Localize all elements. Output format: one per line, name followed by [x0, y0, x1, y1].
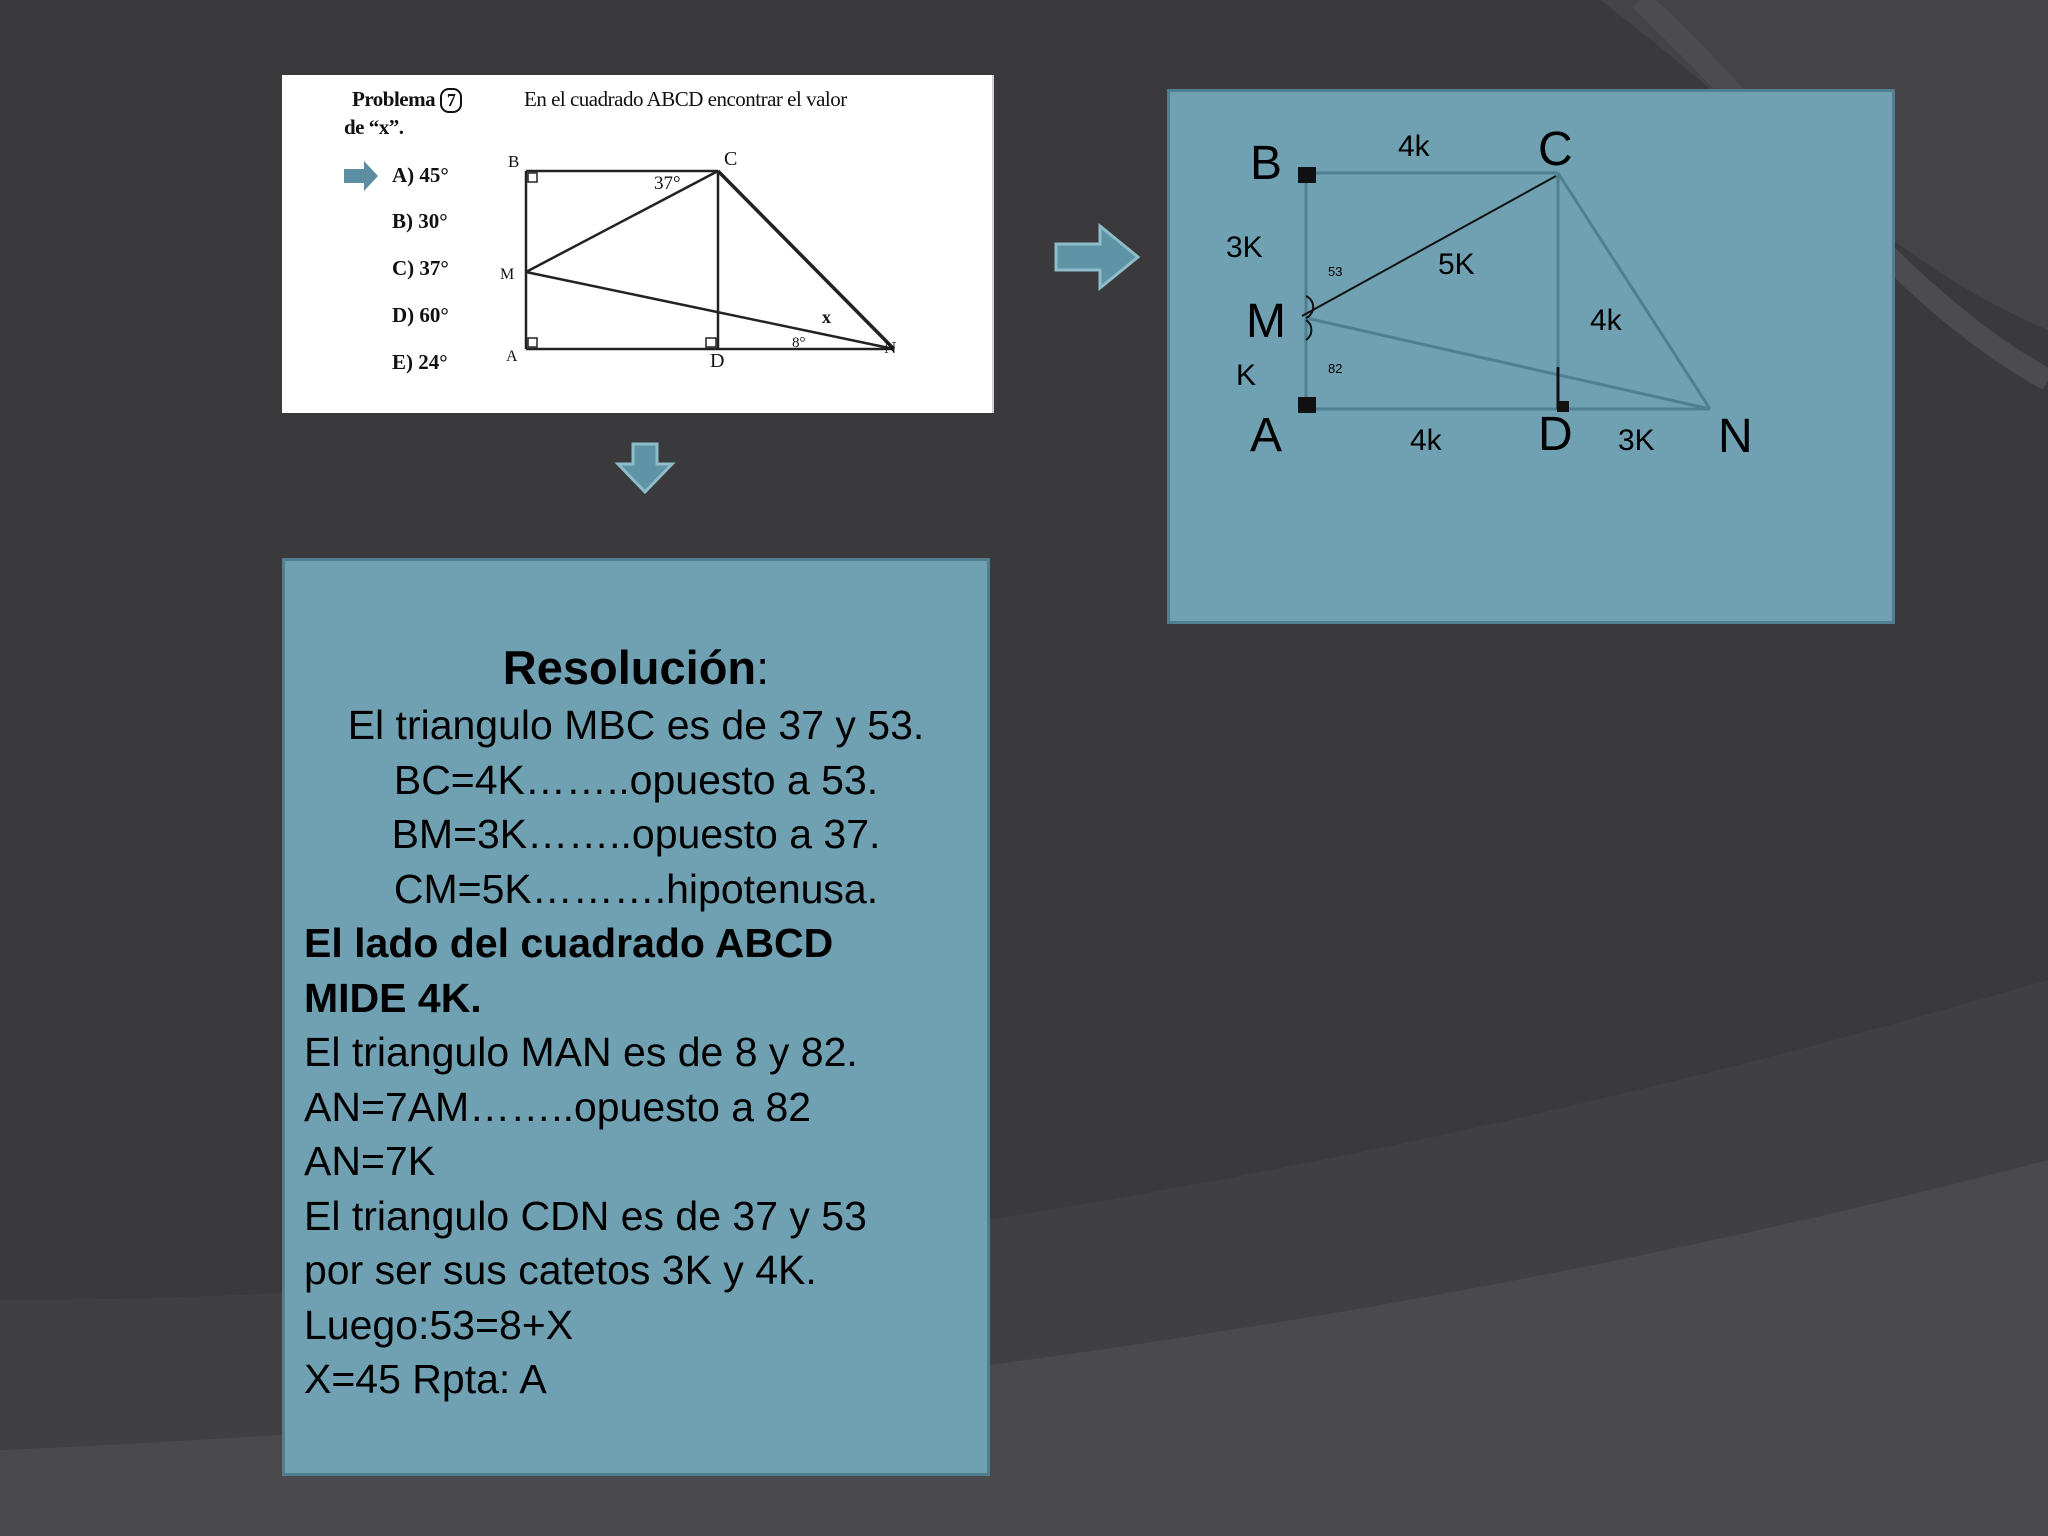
- angle-label-53: 53: [1328, 264, 1343, 279]
- option-b: B) 30°: [392, 209, 448, 233]
- problem-title-text: Problema: [352, 87, 436, 111]
- problem-title: [352, 87, 462, 113]
- selected-option-arrow-icon: [344, 161, 378, 191]
- point-label-d: D: [1538, 408, 1573, 461]
- resolution-line: AN=7K: [304, 1138, 436, 1184]
- resolution-bold-line: El lado del cuadrado ABCD: [304, 920, 834, 966]
- resolution-line: El triangulo MBC es de 37 y 53.: [347, 702, 925, 748]
- point-label-m: M: [1246, 295, 1286, 348]
- problem-statement-line-1: En el cuadrado ABCD encontrar el valor: [524, 87, 847, 111]
- problem-image: [282, 75, 994, 413]
- resolution-bold-line: MIDE 4K.: [304, 975, 482, 1021]
- fig-angle-37: 37°: [654, 173, 681, 194]
- resolution-line: por ser sus catetos 3K y 4K.: [304, 1247, 817, 1293]
- option-c: C) 37°: [392, 256, 449, 280]
- resolution-line: AN=7AM……..opuesto a 82: [304, 1084, 812, 1130]
- segment-label-ad: 4k: [1410, 424, 1442, 457]
- resolution-box: [282, 558, 990, 1476]
- resolution-line: El triangulo MAN es de 8 y 82.: [304, 1029, 858, 1075]
- segment-label-bc: 4k: [1398, 130, 1430, 163]
- segment-label-cm: 5K: [1438, 248, 1475, 281]
- fig-label-a: A: [506, 348, 518, 365]
- fig-label-n: N: [884, 338, 897, 357]
- problem-number-badge: 7: [440, 88, 463, 113]
- resolution-heading: [285, 641, 987, 696]
- option-e: E) 24°: [392, 350, 448, 374]
- fig-angle-8: 8°: [792, 335, 806, 351]
- segment-label-dn: 3K: [1618, 424, 1655, 457]
- point-label-n: N: [1718, 410, 1753, 463]
- fig-label-d: D: [710, 350, 725, 372]
- fig-label-m: M: [500, 266, 515, 283]
- resolution-line: CM=5K……….hipotenusa.: [393, 866, 879, 912]
- right-angle-mark-a: [1298, 397, 1316, 413]
- resolution-heading-colon: :: [756, 641, 770, 694]
- resolution-line: El triangulo CDN es de 37 y 53: [304, 1193, 867, 1239]
- option-d: D) 60°: [392, 303, 449, 327]
- problem-statement-line-2: de “x”.: [344, 115, 404, 139]
- fig-label-c: C: [724, 148, 738, 170]
- segment-label-cd: 4k: [1590, 304, 1622, 337]
- solution-diagram: [1170, 92, 1892, 621]
- point-label-a: A: [1250, 409, 1283, 462]
- resolution-line: Luego:53=8+X: [304, 1302, 574, 1348]
- point-label-c: C: [1538, 123, 1573, 176]
- fig-label-x: x: [822, 307, 831, 327]
- resolution-line: BC=4K……..opuesto a 53.: [393, 757, 879, 803]
- fig-label-b: B: [508, 152, 520, 171]
- down-arrow-icon: [614, 440, 676, 496]
- resolution-line: BM=3K……..opuesto a 37.: [391, 811, 881, 857]
- segment-label-ma: K: [1236, 359, 1257, 392]
- resolution-heading-text: Resolución: [502, 641, 757, 694]
- option-a: A) 45°: [392, 163, 449, 187]
- right-arrow-icon: [1052, 222, 1142, 292]
- solution-diagram-box: [1167, 89, 1895, 624]
- segment-label-bm: 3K: [1226, 231, 1263, 264]
- point-label-b: B: [1250, 137, 1283, 190]
- right-angle-mark-b: [1298, 167, 1316, 183]
- angle-label-82: 82: [1328, 361, 1343, 376]
- resolution-line: X=45 Rpta: A: [304, 1356, 547, 1402]
